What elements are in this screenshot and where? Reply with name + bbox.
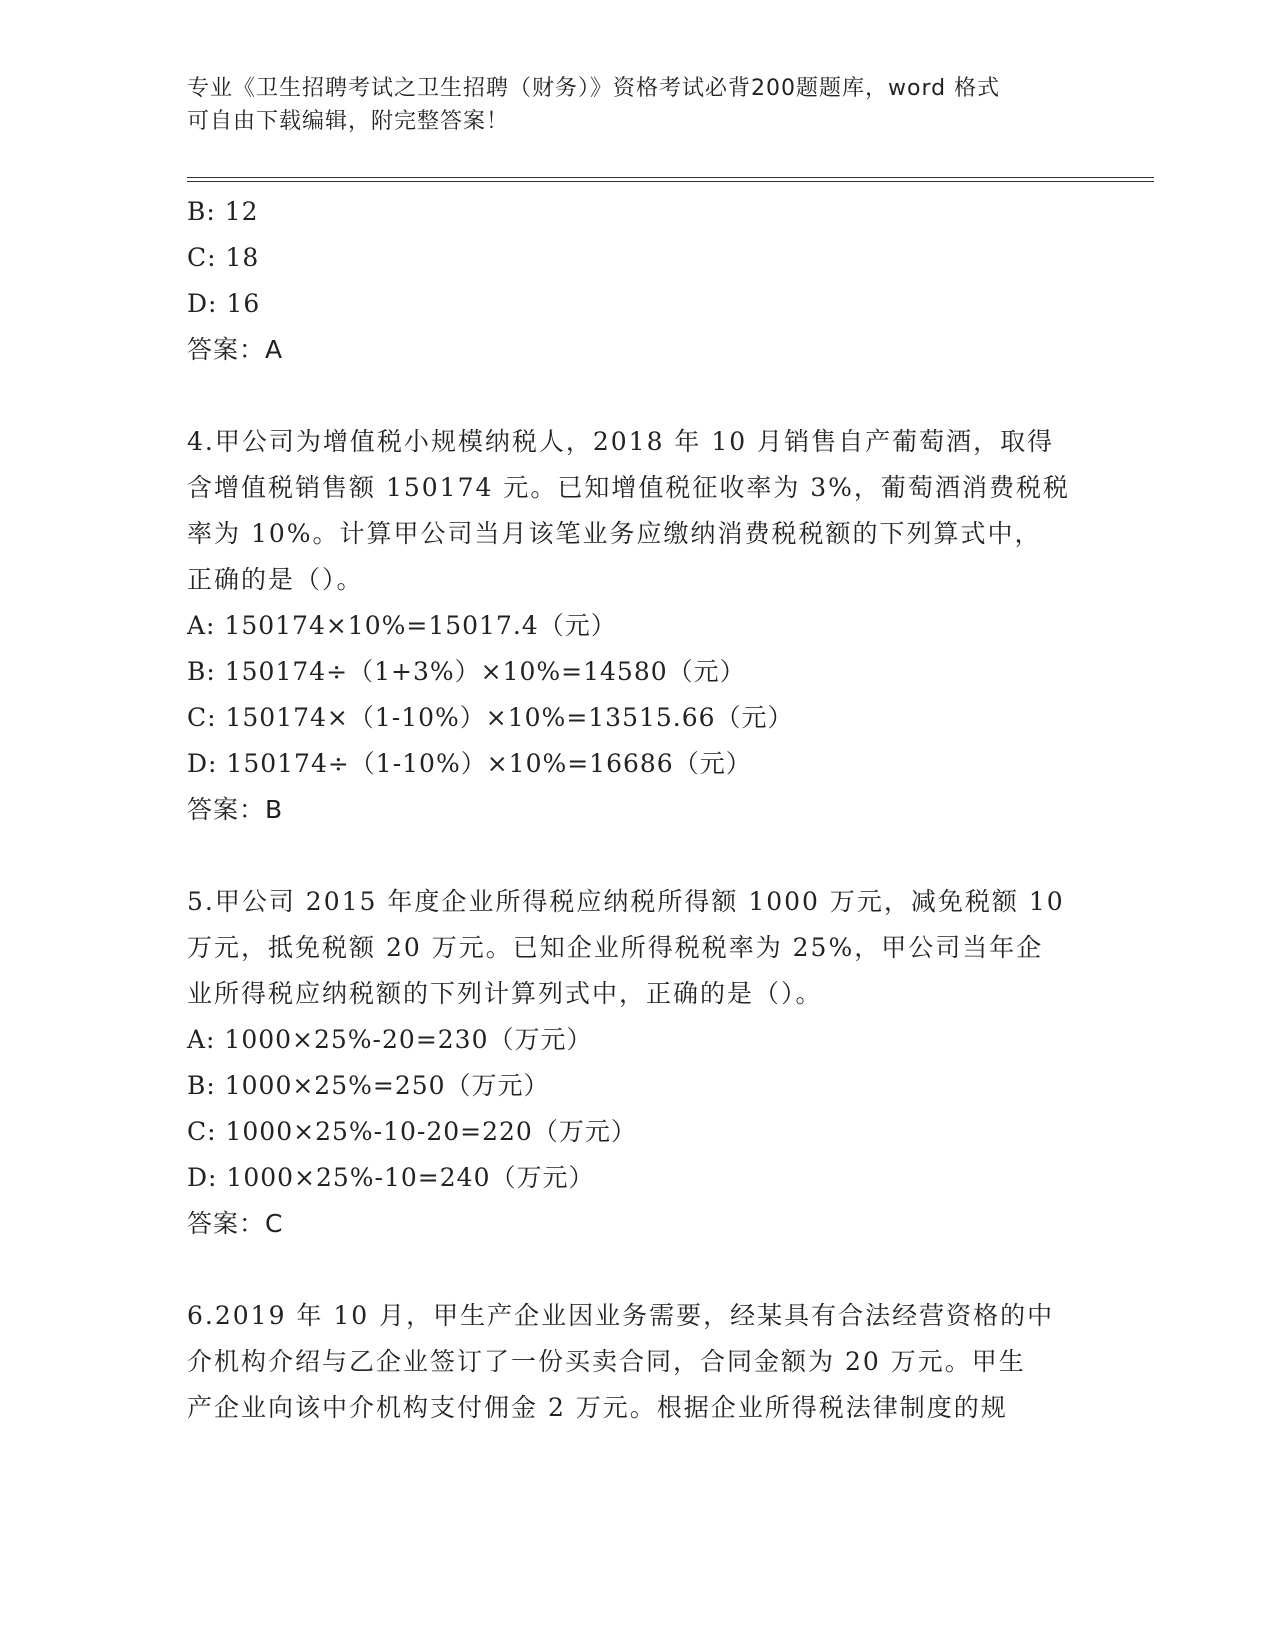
option-a: A: 150174×10%=15017.4（元） <box>187 611 617 640</box>
question-stem-line: 介机构介绍与乙企业签订了一份买卖合同，合同金额为 20 万元。甲生 <box>187 1347 1026 1376</box>
question-stem-line: 产企业向该中介机构支付佣金 2 万元。根据企业所得税法律制度的规 <box>187 1393 1008 1422</box>
header-divider <box>187 177 1154 182</box>
question-stem-line: 业所得税应纳税额的下列计算列式中，正确的是（）。 <box>187 979 823 1008</box>
option-a: A: 1000×25%-20=230（万元） <box>187 1025 593 1054</box>
question-stem-line: 万元，抵免税额 20 万元。已知企业所得税税率为 25%，甲公司当年企 <box>187 933 1044 962</box>
question-6 <box>187 1293 1087 1431</box>
question-stem-line: 4.甲公司为增值税小规模纳税人，2018 年 10 月销售自产葡萄酒，取得 <box>187 427 1055 456</box>
answer: 答案：A <box>187 335 284 364</box>
spacer <box>187 1247 1087 1293</box>
header-title-line-1: 专业《卫生招聘考试之卫生招聘（财务）》资格考试必背200题题库，word 格式 <box>187 76 1001 101</box>
question-stem-line: 正确的是（）。 <box>187 565 364 594</box>
option-d: D: 1000×25%-10=240（万元） <box>187 1163 595 1192</box>
document-header <box>187 72 1067 138</box>
option-c: C: 18 <box>187 243 260 272</box>
option-b: B: 1000×25%=250（万元） <box>187 1071 550 1100</box>
option-c: C: 150174×（1-10%）×10%=13515.66（元） <box>187 703 794 732</box>
option-b: B: 150174÷（1+3%）×10%=14580（元） <box>187 657 746 686</box>
question-stem-line: 6.2019 年 10 月，甲生产企业因业务需要，经某具有合法经营资格的中 <box>187 1301 1055 1330</box>
document-body <box>187 189 1087 1431</box>
question-stem-line: 率为 10%。计算甲公司当月该笔业务应缴纳消费税税额的下列算式中， <box>187 519 1042 548</box>
option-c: C: 1000×25%-10-20=220（万元） <box>187 1117 637 1146</box>
header-title-line-2: 可自由下载编辑，附完整答案！ <box>187 109 510 134</box>
question-stem-line: 5.甲公司 2015 年度企业所得税应纳税所得额 1000 万元，减免税额 10 <box>187 887 1065 916</box>
option-b: B: 12 <box>187 197 259 226</box>
question-5 <box>187 879 1087 1247</box>
previous-question-tail <box>187 189 1087 373</box>
question-stem-line: 含增值税销售额 150174 元。已知增值税征收率为 3%，葡萄酒消费税税 <box>187 473 1070 502</box>
answer: 答案：B <box>187 795 284 824</box>
question-4 <box>187 419 1087 833</box>
spacer <box>187 373 1087 419</box>
option-d: D: 150174÷（1-10%）×10%=16686（元） <box>187 749 752 778</box>
answer: 答案：C <box>187 1209 284 1238</box>
spacer <box>187 833 1087 879</box>
option-d: D: 16 <box>187 289 261 318</box>
